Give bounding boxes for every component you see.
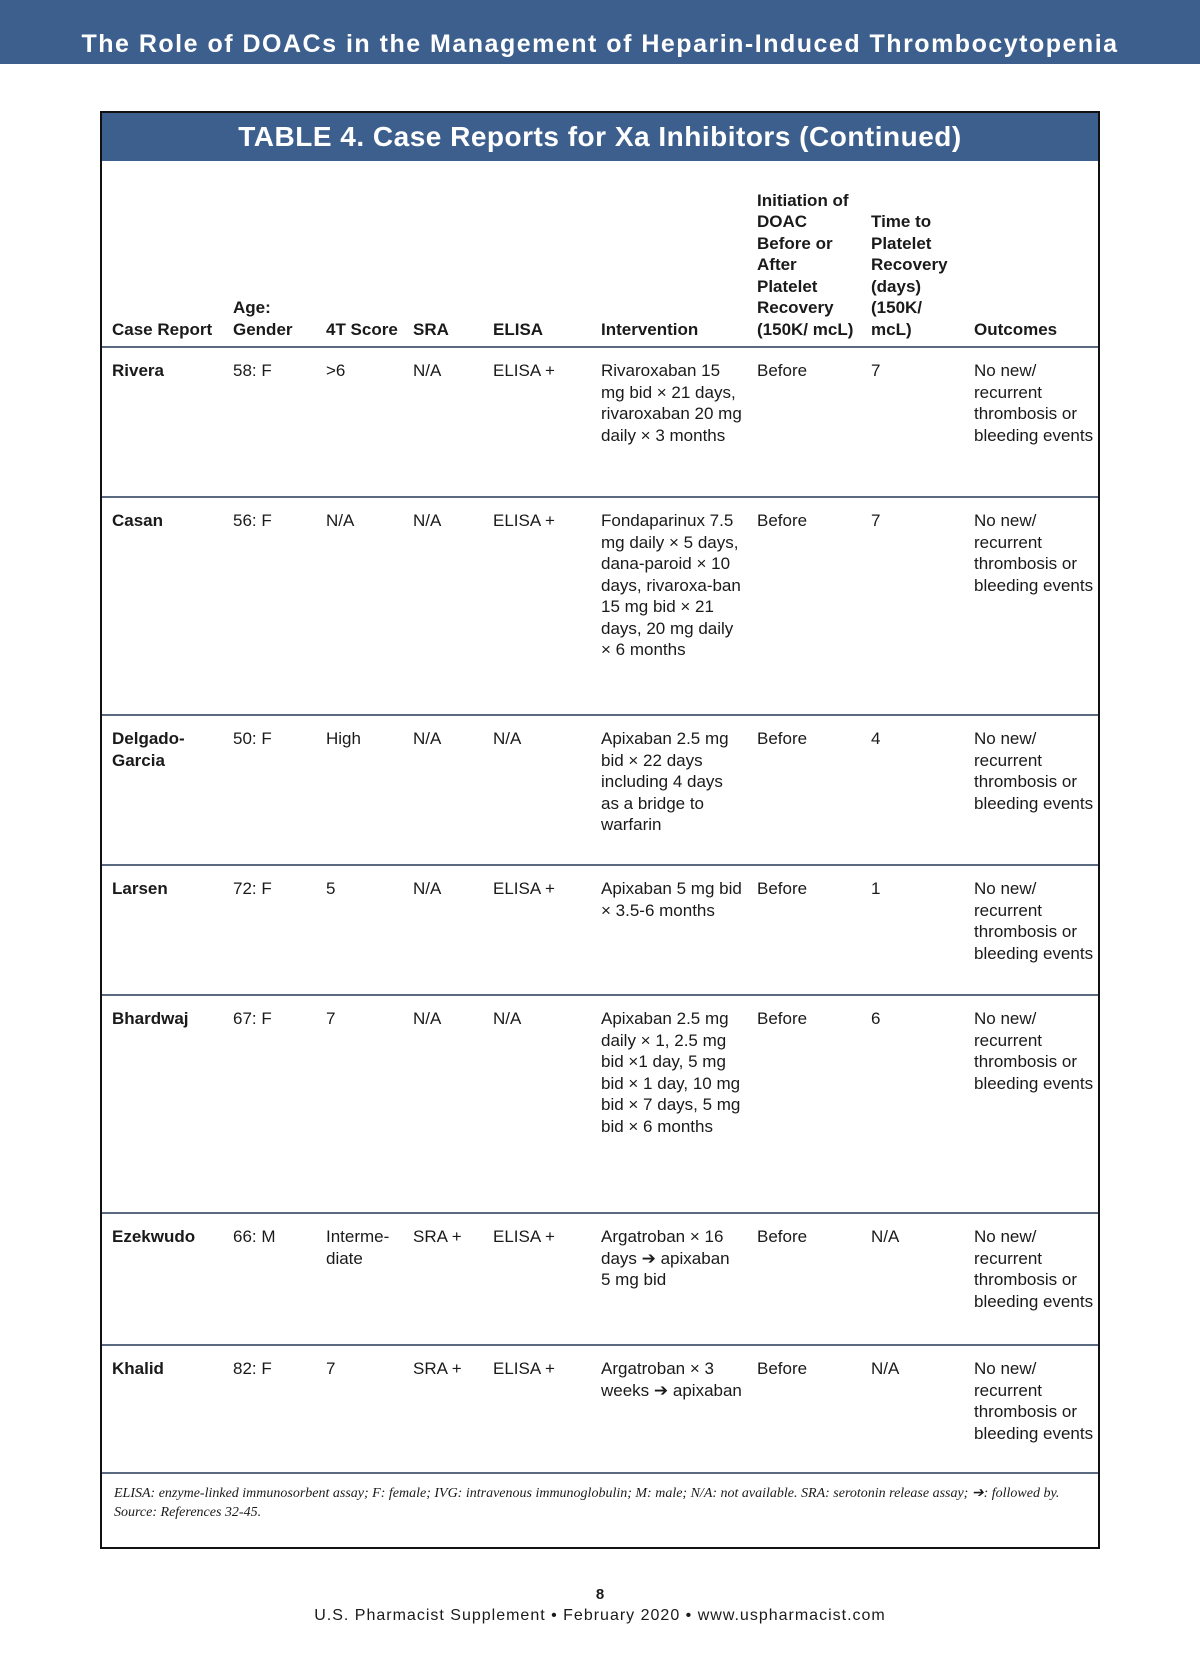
sra-cell: N/A — [403, 995, 483, 1213]
initiation-cell: Before — [747, 715, 861, 865]
table-frame — [100, 111, 1100, 1549]
intervention-cell: Argatroban × 3 weeks ➔ apixaban — [591, 1345, 747, 1473]
page-footer: U.S. Pharmacist Supplement • February 2020 • www.uspharmacist.com — [314, 1607, 886, 1624]
4t-score-cell: >6 — [316, 347, 403, 497]
case-report-cell: Delgado-Garcia — [102, 715, 223, 865]
column-header: ELISA — [483, 161, 591, 347]
case-reports-table — [102, 161, 1098, 1474]
column-header: 4T Score — [316, 161, 403, 347]
intervention-cell: Apixaban 5 mg bid × 3.5-6 months — [591, 865, 747, 995]
elisa-cell: ELISA + — [483, 347, 591, 497]
case-report-cell: Ezekwudo — [102, 1213, 223, 1345]
outcomes-cell: No new/ recurrent thrombosis or bleeding events — [964, 347, 1098, 497]
age-gender-cell: 67: F — [223, 995, 316, 1213]
column-header: Initiation of DOAC Before or After Platelet Recovery (150K/ mcL) — [747, 161, 861, 347]
outcomes-cell: No new/ recurrent thrombosis or bleeding events — [964, 497, 1098, 715]
elisa-cell: ELISA + — [483, 1213, 591, 1345]
page-header-title: The Role of DOACs in the Management of Heparin-Induced Thrombocytopenia — [81, 30, 1119, 58]
case-report-cell: Khalid — [102, 1345, 223, 1473]
table-row — [102, 497, 1098, 715]
elisa-cell: ELISA + — [483, 1345, 591, 1473]
4t-score-cell: N/A — [316, 497, 403, 715]
outcomes-cell: No new/ recurrent thrombosis or bleeding events — [964, 1213, 1098, 1345]
recovery-time-cell: 7 — [861, 347, 964, 497]
initiation-cell: Before — [747, 347, 861, 497]
age-gender-cell: 82: F — [223, 1345, 316, 1473]
column-header: SRA — [403, 161, 483, 347]
case-report-cell: Bhardwaj — [102, 995, 223, 1213]
column-header: Outcomes — [964, 161, 1098, 347]
age-gender-cell: 56: F — [223, 497, 316, 715]
intervention-cell: Argatroban × 16 days ➔ apixaban 5 mg bid — [591, 1213, 747, 1345]
sra-cell: SRA + — [403, 1213, 483, 1345]
4t-score-cell: High — [316, 715, 403, 865]
4t-score-cell: 7 — [316, 995, 403, 1213]
elisa-cell: ELISA + — [483, 865, 591, 995]
intervention-cell: Apixaban 2.5 mg bid × 22 days including 4 days as a bridge to warfarin — [591, 715, 747, 865]
elisa-cell: N/A — [483, 715, 591, 865]
column-header: Age: Gender — [223, 161, 316, 347]
case-report-cell: Rivera — [102, 347, 223, 497]
case-report-cell: Larsen — [102, 865, 223, 995]
4t-score-cell: 5 — [316, 865, 403, 995]
case-report-cell: Casan — [102, 497, 223, 715]
outcomes-cell: No new/ recurrent thrombosis or bleeding events — [964, 865, 1098, 995]
age-gender-cell: 58: F — [223, 347, 316, 497]
outcomes-cell: No new/ recurrent thrombosis or bleeding events — [964, 995, 1098, 1213]
page-number: 8 — [595, 1586, 605, 1603]
intervention-cell: Fondaparinux 7.5 mg daily × 5 days, dana-paroid × 10 days, rivaroxa-ban 15 mg bid × 21 days, 20 mg daily × 6 months — [591, 497, 747, 715]
recovery-time-cell: 1 — [861, 865, 964, 995]
page-header-banner — [0, 0, 1200, 64]
4t-score-cell: 7 — [316, 1345, 403, 1473]
outcomes-cell: No new/ recurrent thrombosis or bleeding events — [964, 1345, 1098, 1473]
sra-cell: N/A — [403, 715, 483, 865]
table-row — [102, 1213, 1098, 1345]
recovery-time-cell: 6 — [861, 995, 964, 1213]
initiation-cell: Before — [747, 865, 861, 995]
table-row — [102, 347, 1098, 497]
table-row — [102, 1345, 1098, 1473]
column-header: Time to Platelet Recovery (days) (150K/ mcL) — [861, 161, 964, 347]
intervention-cell: Rivaroxaban 15 mg bid × 21 days, rivaroxaban 20 mg daily × 3 months — [591, 347, 747, 497]
table-row — [102, 995, 1098, 1213]
sra-cell: N/A — [403, 347, 483, 497]
recovery-time-cell: 7 — [861, 497, 964, 715]
recovery-time-cell: 4 — [861, 715, 964, 865]
column-header: Intervention — [591, 161, 747, 347]
age-gender-cell: 72: F — [223, 865, 316, 995]
initiation-cell: Before — [747, 995, 861, 1213]
recovery-time-cell: N/A — [861, 1345, 964, 1473]
outcomes-cell: No new/ recurrent thrombosis or bleeding events — [964, 715, 1098, 865]
column-header: Case Report — [102, 161, 223, 347]
table-row — [102, 865, 1098, 995]
table-footnote: ELISA: enzyme-linked immunosorbent assay; F: female; IVG: intravenous immunoglobulin; M: male; N/A: not available. SRA: serotonin release assay; ➔: followed by. Source: References 32-45. — [114, 1486, 1060, 1520]
table-row — [102, 715, 1098, 865]
table-header-row — [102, 161, 1098, 347]
age-gender-cell: 50: F — [223, 715, 316, 865]
elisa-cell: ELISA + — [483, 497, 591, 715]
initiation-cell: Before — [747, 1345, 861, 1473]
initiation-cell: Before — [747, 497, 861, 715]
age-gender-cell: 66: M — [223, 1213, 316, 1345]
4t-score-cell: Interme-diate — [316, 1213, 403, 1345]
initiation-cell: Before — [747, 1213, 861, 1345]
sra-cell: N/A — [403, 865, 483, 995]
elisa-cell: N/A — [483, 995, 591, 1213]
sra-cell: N/A — [403, 497, 483, 715]
sra-cell: SRA + — [403, 1345, 483, 1473]
intervention-cell: Apixaban 2.5 mg daily × 1, 2.5 mg bid ×1 day, 5 mg bid × 1 day, 10 mg bid × 7 days, 5 mg bid × 6 months — [591, 995, 747, 1213]
table-title: TABLE 4. Case Reports for Xa Inhibitors (Continued) — [102, 113, 1098, 161]
recovery-time-cell: N/A — [861, 1213, 964, 1345]
